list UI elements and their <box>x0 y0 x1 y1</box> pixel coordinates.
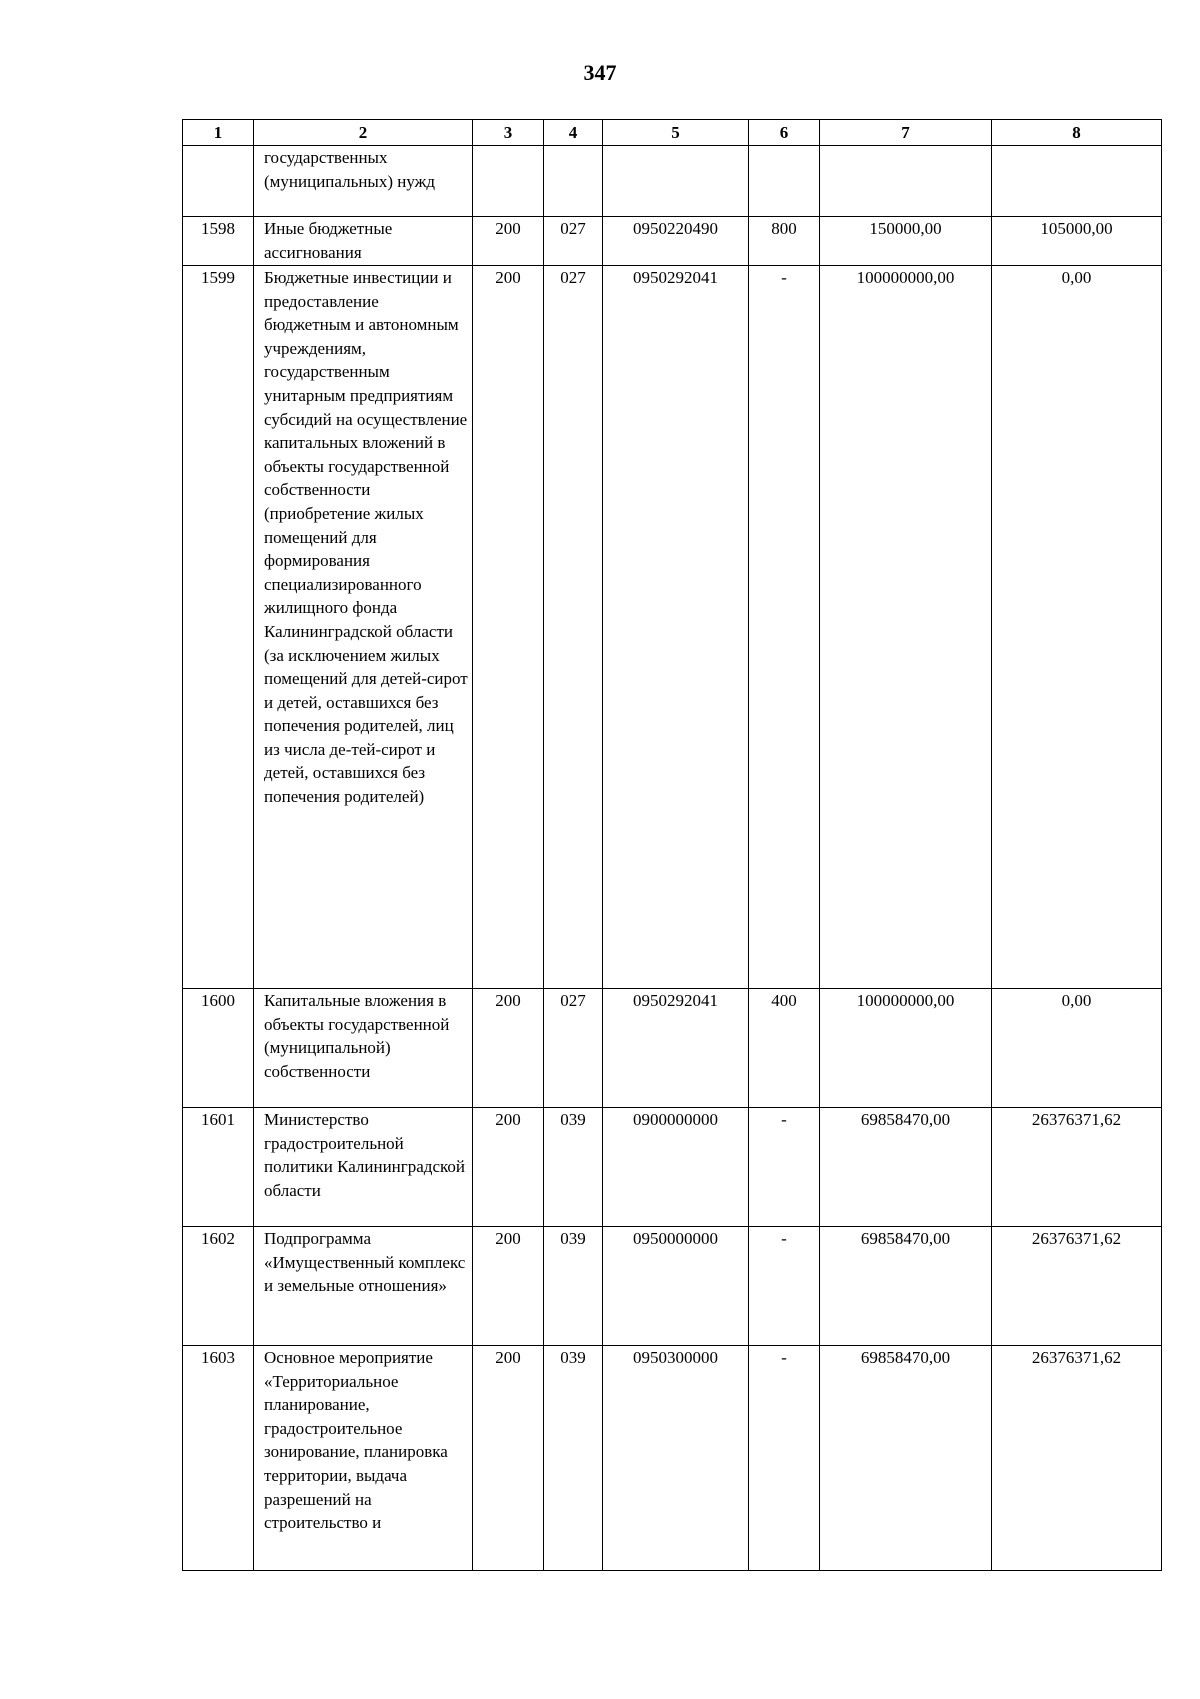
code-cell: 200 <box>473 1227 544 1346</box>
amount-cell <box>992 146 1162 217</box>
table-row <box>183 146 1162 217</box>
code-cell: - <box>749 1227 820 1346</box>
row-number-cell: 1603 <box>183 1346 254 1571</box>
code-cell <box>473 146 544 217</box>
code-cell: - <box>749 1108 820 1227</box>
description-cell: Капитальные вложения в объекты государственной (муниципальной) собственности <box>254 989 473 1108</box>
header-cell: 6 <box>749 120 820 146</box>
table-row <box>183 989 1162 1108</box>
code-cell: 200 <box>473 217 544 266</box>
code-cell: 027 <box>544 266 603 989</box>
amount-cell: 0,00 <box>992 989 1162 1108</box>
amount-cell: 69858470,00 <box>820 1346 992 1571</box>
code-cell: - <box>749 1346 820 1571</box>
code-cell: 0950000000 <box>603 1227 749 1346</box>
row-number-cell: 1602 <box>183 1227 254 1346</box>
code-cell: 027 <box>544 989 603 1108</box>
header-cell: 1 <box>183 120 254 146</box>
code-cell: 400 <box>749 989 820 1108</box>
code-cell <box>749 146 820 217</box>
code-cell: 200 <box>473 989 544 1108</box>
row-number-cell: 1601 <box>183 1108 254 1227</box>
description-cell: Основное мероприятие «Территориальное планирование, градостроительное зонирование, планировка территории, выдача разрешений на строительство и <box>254 1346 473 1571</box>
code-cell: 0950300000 <box>603 1346 749 1571</box>
code-cell: 039 <box>544 1108 603 1227</box>
header-cell: 4 <box>544 120 603 146</box>
code-cell: 0950292041 <box>603 266 749 989</box>
page-number: 347 <box>583 60 617 85</box>
amount-cell <box>820 146 992 217</box>
amount-cell: 69858470,00 <box>820 1227 992 1346</box>
amount-cell: 26376371,62 <box>992 1227 1162 1346</box>
header-cell: 3 <box>473 120 544 146</box>
amount-cell: 100000000,00 <box>820 989 992 1108</box>
amount-cell: 150000,00 <box>820 217 992 266</box>
description-cell: Подпрограмма «Имущественный комплекс и земельные отношения» <box>254 1227 473 1346</box>
code-cell: 027 <box>544 217 603 266</box>
table-row <box>183 1108 1162 1227</box>
code-cell: 0900000000 <box>603 1108 749 1227</box>
table-row <box>183 1346 1162 1571</box>
code-cell: 0950292041 <box>603 989 749 1108</box>
table-row <box>183 217 1162 266</box>
code-cell: - <box>749 266 820 989</box>
table-row <box>183 266 1162 989</box>
header-cell: 7 <box>820 120 992 146</box>
code-cell: 200 <box>473 1108 544 1227</box>
amount-cell: 105000,00 <box>992 217 1162 266</box>
code-cell: 800 <box>749 217 820 266</box>
row-number-cell: 1600 <box>183 989 254 1108</box>
header-cell: 8 <box>992 120 1162 146</box>
amount-cell: 26376371,62 <box>992 1108 1162 1227</box>
description-cell: Бюджетные инвестиции и предоставление бюджетным и автономным учреждениям, государственным унитарным предприятиям субсидий на осуществление капитальных вложений в объекты государственной собственности (приобретение жилых помещений для формирования специализированного жилищного фонда Калининградской области (за исключением жилых помещений для детей-сирот и детей, оставшихся без попечения родителей, лиц из числа де-тей-сирот и детей, оставшихся без попечения родителей) <box>254 266 473 989</box>
description-cell: государственных (муниципальных) нужд <box>254 146 473 217</box>
code-cell: 0950220490 <box>603 217 749 266</box>
budget-table <box>182 119 1162 1571</box>
header-row <box>183 120 1162 146</box>
amount-cell: 26376371,62 <box>992 1346 1162 1571</box>
amount-cell: 69858470,00 <box>820 1108 992 1227</box>
code-cell: 200 <box>473 1346 544 1571</box>
code-cell <box>544 146 603 217</box>
header-cell: 5 <box>603 120 749 146</box>
code-cell <box>603 146 749 217</box>
description-cell: Иные бюджетные ассигнования <box>254 217 473 266</box>
row-number-cell: 1598 <box>183 217 254 266</box>
code-cell: 200 <box>473 266 544 989</box>
row-number-cell <box>183 146 254 217</box>
amount-cell: 0,00 <box>992 266 1162 989</box>
description-cell: Министерство градостроительной политики Калининградской области <box>254 1108 473 1227</box>
amount-cell: 100000000,00 <box>820 266 992 989</box>
code-cell: 039 <box>544 1346 603 1571</box>
header-cell: 2 <box>254 120 473 146</box>
code-cell: 039 <box>544 1227 603 1346</box>
row-number-cell: 1599 <box>183 266 254 989</box>
table-row <box>183 1227 1162 1346</box>
